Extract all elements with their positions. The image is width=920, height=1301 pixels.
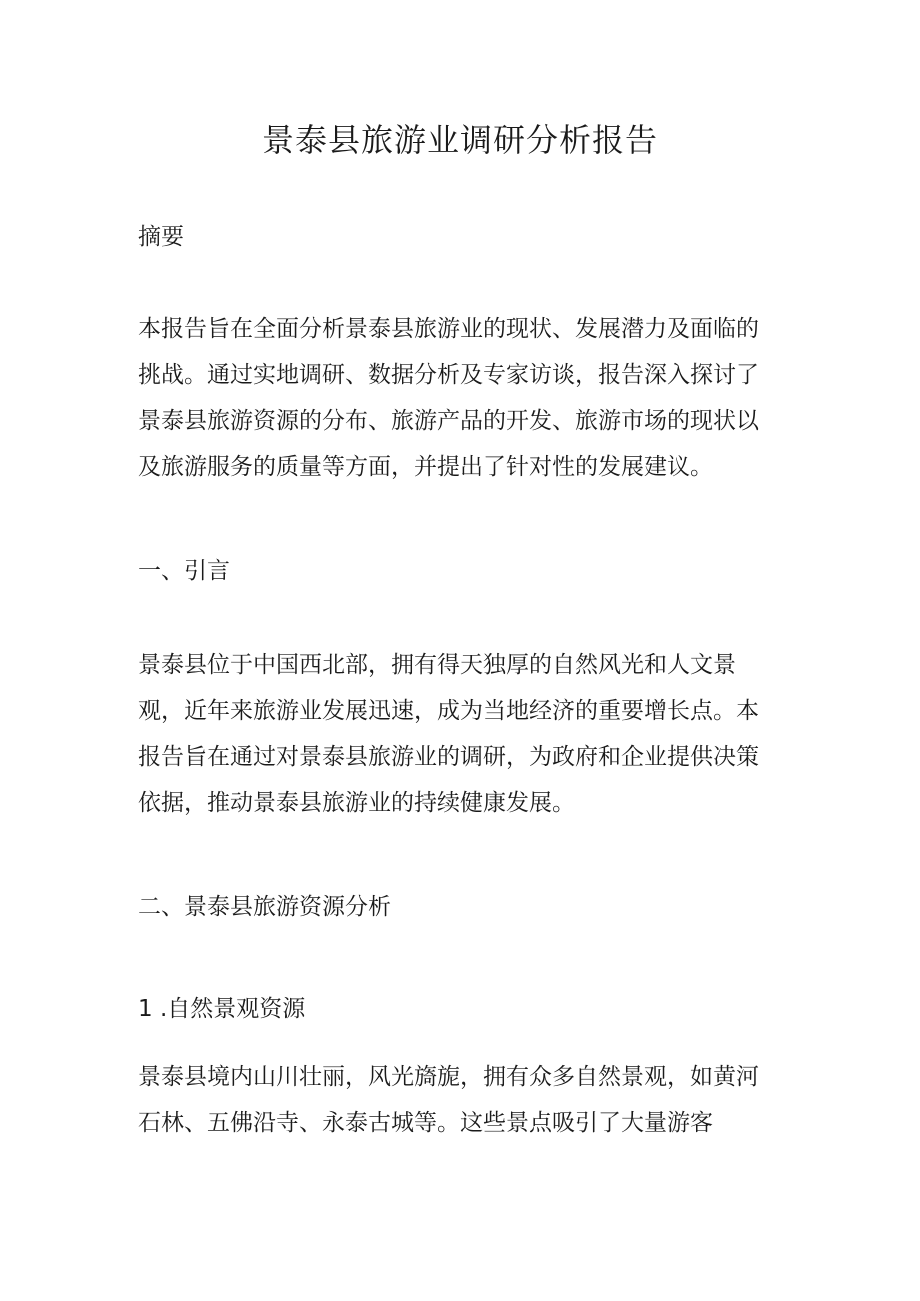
paragraph-line: 景泰县位于中国西北部，拥有得天独厚的自然风光和人文景 xyxy=(138,652,736,678)
paragraph-line: 观，近年来旅游业发展迅速，成为当地经济的重要增长点。本 xyxy=(138,698,759,724)
paragraph-line: 本报告旨在全面分析景泰县旅游业的现状、发展潜力及面临的 xyxy=(138,316,759,342)
section-heading-introduction: 一、引言 xyxy=(138,558,230,584)
paragraph-line: 及旅游服务的质量等方面，并提出了针对性的发展建议。 xyxy=(138,454,713,480)
paragraph-line: 石林、五佛沿寺、永泰古城等。这些景点吸引了大量游客 xyxy=(138,1110,713,1136)
abstract-paragraph xyxy=(138,306,788,490)
document-title: 景泰县旅游业调研分析报告 xyxy=(261,121,658,159)
abstract-heading: 摘要 xyxy=(138,224,184,250)
paragraph-line: 景泰县旅游资源的分布、旅游产品的开发、旅游市场的现状以 xyxy=(138,408,759,434)
paragraph-line: 报告旨在通过对景泰县旅游业的调研，为政府和企业提供决策 xyxy=(138,744,759,770)
paragraph-line: 挑战。通过实地调研、数据分析及专家访谈，报告深入探讨了 xyxy=(138,362,759,388)
introduction-paragraph xyxy=(138,642,788,826)
natural-landscape-paragraph xyxy=(138,1054,788,1146)
paragraph-line: 景泰县境内山川壮丽，风光旖旎，拥有众多自然景观，如黄河 xyxy=(138,1064,759,1090)
subsection-heading-natural-landscape: 1 .自然景观资源 xyxy=(138,996,306,1022)
paragraph-line: 依据，推动景泰县旅游业的持续健康发展。 xyxy=(138,790,575,816)
section-heading-resources: 二、景泰县旅游资源分析 xyxy=(138,894,391,920)
